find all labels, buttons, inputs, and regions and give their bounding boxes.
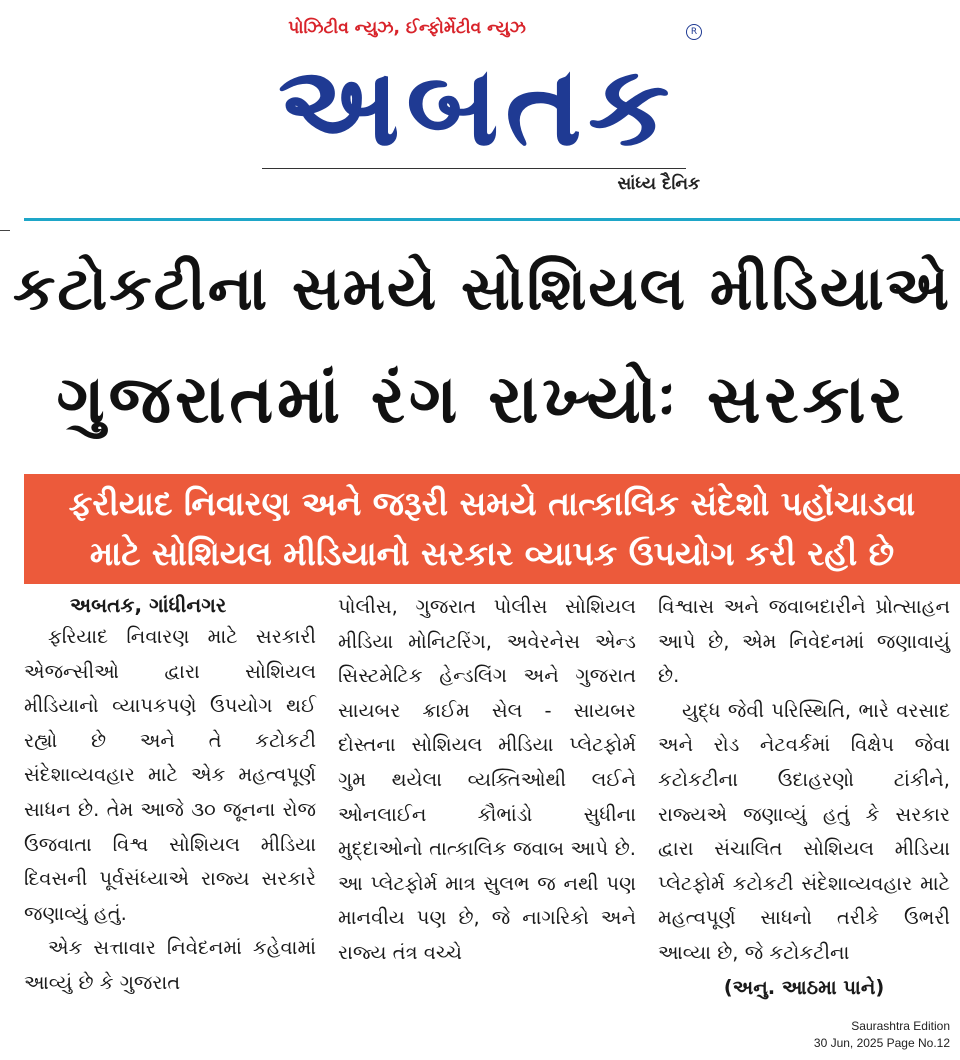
article-column-2 [338, 590, 636, 1010]
edition-info [814, 1018, 950, 1052]
paragraph: પોલીસ, ગુજરાત પોલીસ સોશિયલ મીડિયા મોનિટરિંગ, અવેરનેસ એન્ડ સિસ્ટમેટિક હેન્ડલિંગ અને ગુજરાત સાયબર ક્રાઈમ સેલ - સાયબર દોસ્તના સોશિયલ મીડિયા પ્લેટફોર્મ ગુમ થયેલા વ્યક્તિઓથી લઈને ઓનલાઈન કૌભાંડો સુધીના મુદ્દાઓનો તાત્કાલિક જવાબ આપે છે. આ પ્લેટફોર્મ માત્ર સુલભ જ નથી પણ માનવીય પણ છે, જે નાગરિકો અને રાજ્ય તંત્ર વચ્ચે [338, 595, 636, 964]
dateline: અબતક, ગાંધીનગર [70, 593, 227, 617]
continuation-note: (અનુ. આઠમા પાને) [723, 975, 885, 999]
masthead-underline [262, 168, 686, 169]
header-divider [24, 218, 960, 221]
subheadline-line-2: માટે સોશિયલ મીડિયાનો સરકાર વ્યાપક ઉપયોગ કરી રહી છે [89, 534, 895, 573]
paragraph: એક સત્તાવાર નિવેદનમાં કહેવામાં આવ્યું છે કે ગુજરાત [24, 936, 316, 994]
masthead-subtitle: સાંધ્ય દૈનિક [617, 174, 700, 194]
paragraph: યુદ્ધ જેવી પરિસ્થિતિ, ભારે વરસાદ અને રોડ નેટવર્કમાં વિક્ષેપ જેવા કટોકટીના ઉદાહરણો ટાંકીને, રાજ્યએ જણાવ્યું હતું કે સરકાર દ્વારા સંચાલિત સોશિયલ મીડિયા પ્લેટફોર્મ કટોકટી સંદેશાવ્યવહાર માટે મહત્વપૂર્ણ સાધનો તરીકે ઉભરી આવ્યા છે, જે કટોકટીના [658, 698, 950, 964]
newspaper-logo: અબતક [278, 42, 676, 170]
paragraph: ફરિયાદ નિવારણ માટે સરકારી એજન્સીઓ દ્વારા સોશિયલ મીડિયાનો વ્યાપકપણે ઉપયોગ થઈ રહ્યો છે અને તે કટોકટી સંદેશાવ્યવહાર માટે એક મહત્વપૂર્ણ સાધન છે. તેમ આજે ૩૦ જૂનના રોજ ઉજવાતા વિશ્વ સોશિયલ મીડિયા દિવસની પૂર્વસંધ્યાએ રાજ્ય સરકારે જણાવ્યું હતું. [24, 625, 316, 925]
masthead-tagline: પોઝિટીવ ન્યુઝ, ઈન્ફોર્મેટીવ ન્યુઝ [288, 18, 526, 38]
edition-date-page: 30 Jun, 2025 Page No.12 [813, 1036, 950, 1050]
masthead [0, 0, 960, 220]
article-column-1 [24, 590, 316, 1010]
paragraph: વિશ્વાસ અને જવાબદારીને પ્રોત્સાહન આપે છે, એમ નિવેદનમાં જણાવાયું છે. [658, 595, 950, 688]
crop-mark [0, 230, 10, 231]
article-column-3 [658, 590, 950, 1010]
registered-mark-icon: R [686, 24, 702, 40]
subheadline-line-1: ફરીયાદ નિવારણ અને જરૂરી સમયે તાત્કાલિક સંદેશો પહોંચાડવા [68, 484, 916, 523]
headline-line-2: ગુજરાતમાં રંગ રાખ્યોઃ સરકાર [56, 361, 908, 438]
edition-name: Saurashtra Edition [851, 1019, 950, 1033]
headline-line-1: કટોકટીના સમયે સોશિયલ મીડિયાએ [13, 254, 951, 324]
subheadline-banner [24, 474, 960, 584]
